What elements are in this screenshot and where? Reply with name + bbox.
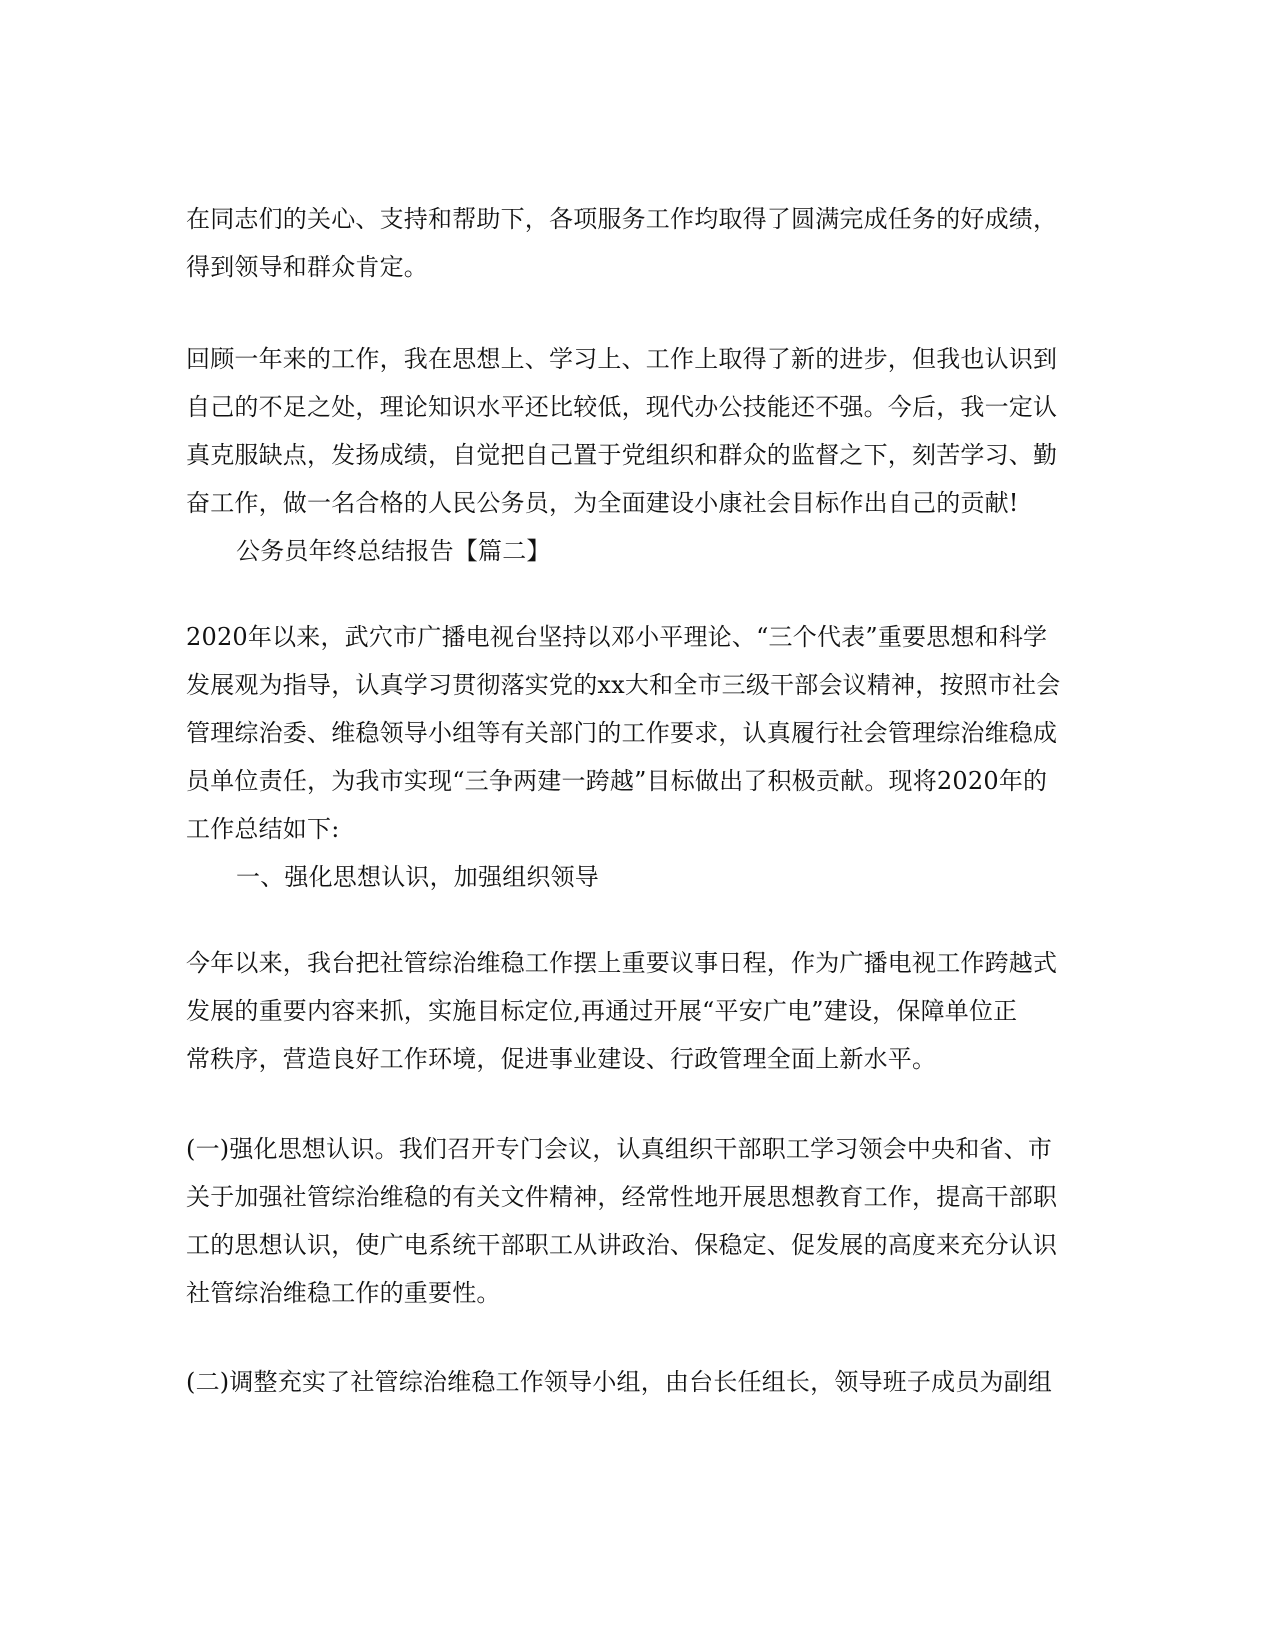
text-line: 自己的不足之处，理论知识水平还比较低，现代办公技能还不强。今后，我一定认 xyxy=(186,393,1058,421)
paragraph-agenda xyxy=(186,939,1086,1083)
text-line: 发展观为指导，认真学习贯彻落实党的xx大和全市三级干部会议精神，按照市社会 xyxy=(186,671,1061,699)
text-line: (二)调整充实了社管综治维稳工作领导小组，由台长任组长，领导班子成员为副组 xyxy=(186,1368,1053,1396)
text-line: 真克服缺点，发扬成绩，自觉把自己置于党组织和群众的监督之下，刻苦学习、勤 xyxy=(186,441,1058,469)
paragraph-service-results xyxy=(186,195,1086,291)
paragraph-item-1 xyxy=(186,1125,1086,1317)
text-line: 发展的重要内容来抓，实施目标定位,再通过开展“平安广电”建设，保障单位正 xyxy=(186,997,1018,1025)
text-line: (一)强化思想认识。我们召开专门会议，认真组织干部职工学习领会中央和省、市 xyxy=(186,1135,1053,1163)
text-line: 奋工作，做一名合格的人民公务员，为全面建设小康社会目标作出自己的贡献! xyxy=(186,489,1019,517)
paragraph-item-2 xyxy=(186,1358,1086,1406)
text-line: 社管综治维稳工作的重要性。 xyxy=(186,1279,501,1307)
section-heading-1 xyxy=(236,853,1086,901)
text-line: 管理综治委、维稳领导小组等有关部门的工作要求，认真履行社会管理综治维稳成 xyxy=(186,719,1058,747)
paragraph-intro-2020 xyxy=(186,613,1086,853)
text-line: 工的思想认识，使广电系统干部职工从讲政治、保稳定、促发展的高度来充分认识 xyxy=(186,1231,1058,1259)
text-line: 今年以来，我台把社管综治维稳工作摆上重要议事日程，作为广播电视工作跨越式 xyxy=(186,949,1058,977)
text-line: 关于加强社管综治维稳的有关文件精神，经常性地开展思想教育工作，提高干部职 xyxy=(186,1183,1058,1211)
section-title-part2 xyxy=(236,527,1086,575)
heading-text: 一、强化思想认识，加强组织领导 xyxy=(236,863,599,891)
text-line: 得到领导和群众肯定。 xyxy=(186,253,428,281)
text-line: 回顾一年来的工作，我在思想上、学习上、工作上取得了新的进步，但我也认识到 xyxy=(186,345,1058,373)
text-line: 常秩序，营造良好工作环境，促进事业建设、行政管理全面上新水平。 xyxy=(186,1045,937,1073)
paragraph-year-review xyxy=(186,335,1086,527)
heading-text: 公务员年终总结报告【篇二】 xyxy=(236,537,551,565)
text-line: 2020年以来，武穴市广播电视台坚持以邓小平理论、“三个代表”重要思想和科学 xyxy=(186,623,1048,651)
text-line: 在同志们的关心、支持和帮助下，各项服务工作均取得了圆满完成任务的好成绩， xyxy=(186,205,1058,233)
text-line: 工作总结如下: xyxy=(186,815,340,843)
text-line: 员单位责任，为我市实现“三争两建一跨越”目标做出了积极贡献。现将2020年的 xyxy=(186,767,1048,795)
